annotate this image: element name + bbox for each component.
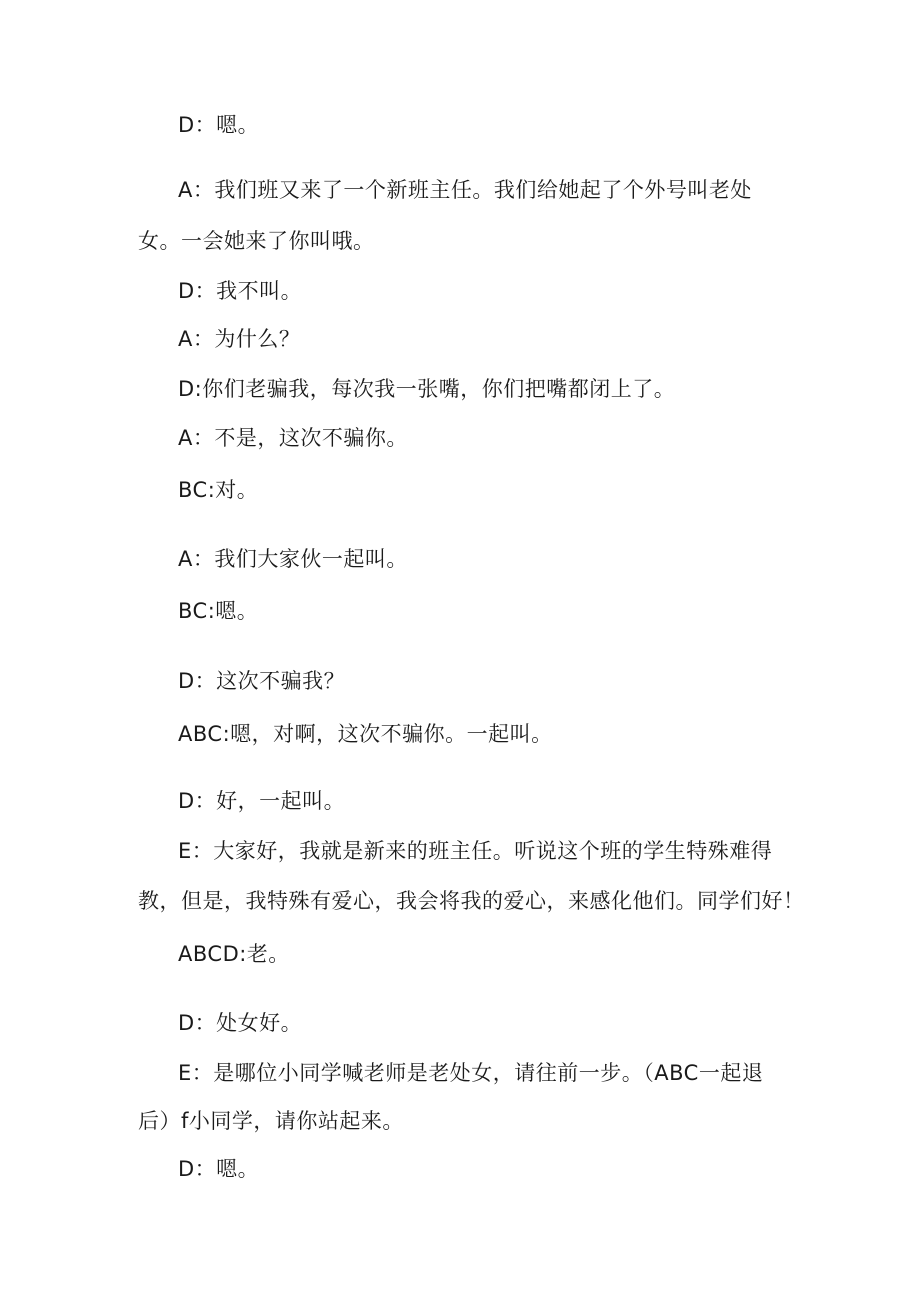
dialogue-line: A：我们大家伙一起叫。 xyxy=(178,547,408,571)
dialogue-line: D：嗯。 xyxy=(178,113,260,137)
dialogue-line: ABC:嗯，对啊，这次不骗你。一起叫。 xyxy=(178,722,553,746)
dialogue-line: A：为什么？ xyxy=(178,327,301,351)
dialogue-line: BC:嗯。 xyxy=(178,599,259,623)
dialogue-line: A：我们班又来了一个新班主任。我们给她起了个外号叫老处 xyxy=(178,178,752,202)
dialogue-line: D：嗯。 xyxy=(178,1157,260,1181)
dialogue-line: D:你们老骗我，每次我一张嘴，你们把嘴都闭上了。 xyxy=(178,377,676,401)
dialogue-line: D：好，一起叫。 xyxy=(178,789,346,813)
dialogue-line-continuation: 女。一会她来了你叫哦。 xyxy=(138,229,375,253)
dialogue-line: A：不是，这次不骗你。 xyxy=(178,426,408,450)
dialogue-line: D：我不叫。 xyxy=(178,279,303,303)
dialogue-line: D：这次不骗我？ xyxy=(178,669,346,693)
dialogue-line: E：是哪位小同学喊老师是老处女，请往前一步。（ABC一起退 xyxy=(178,1061,764,1085)
dialogue-line: ABCD:老。 xyxy=(178,942,290,966)
dialogue-line: BC:对。 xyxy=(178,478,259,502)
dialogue-line: D：处女好。 xyxy=(178,1011,303,1035)
dialogue-line-continuation: 后）f小同学，请你站起来。 xyxy=(138,1109,404,1133)
dialogue-line: E：大家好，我就是新来的班主任。听说这个班的学生特殊难得 xyxy=(178,839,773,863)
dialogue-line-continuation: 教，但是，我特殊有爱心，我会将我的爱心，来感化他们。同学们好！ xyxy=(138,889,805,913)
